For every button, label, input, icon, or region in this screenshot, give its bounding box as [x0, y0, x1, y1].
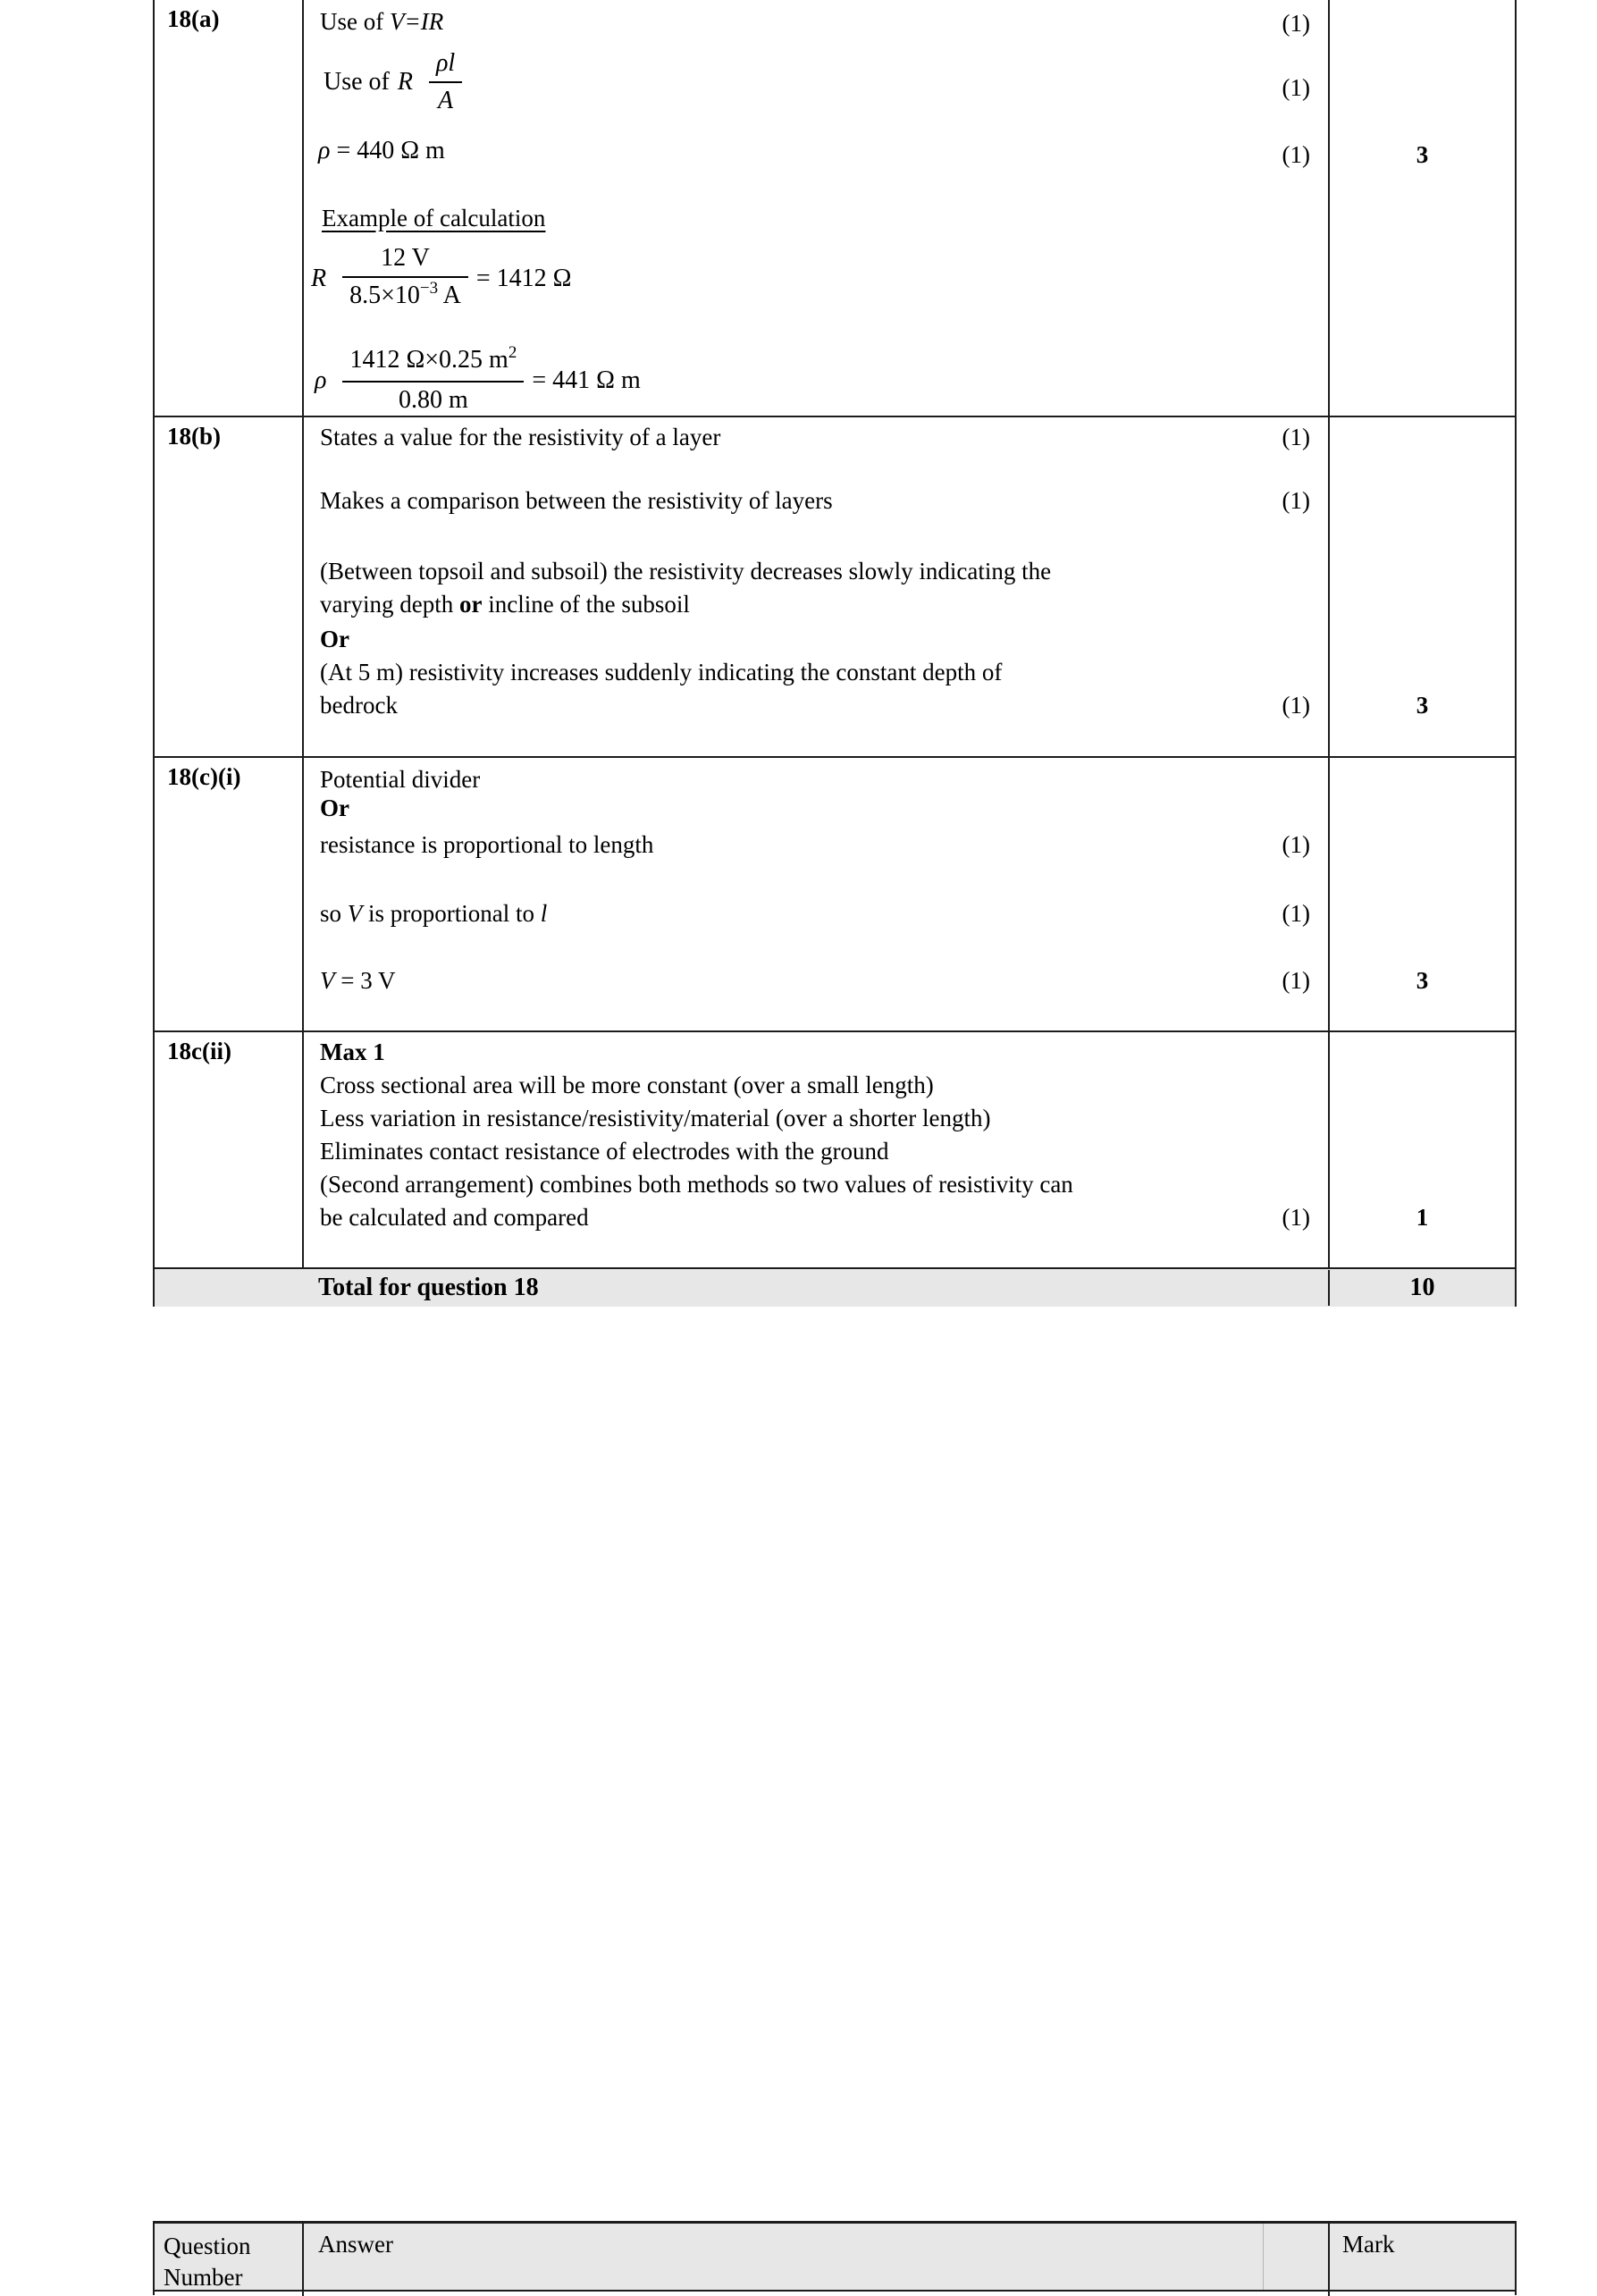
equation-run: V=IR	[389, 8, 444, 35]
fraction-numerator: 12 V	[342, 243, 468, 278]
superscript-exponent: 2	[508, 343, 517, 362]
answer-cell	[304, 0, 1330, 416]
mark-cell	[1330, 1274, 1515, 1302]
header-row	[155, 2224, 1515, 2292]
text-line: (Second arrangement) combines both methods so two values of resistivity can	[320, 1171, 1073, 1198]
marking-point: Makes a comparison between the resistivity of layers	[320, 487, 833, 514]
fraction-numerator	[342, 345, 524, 383]
row-18a	[155, 0, 1515, 416]
mark-point-1: (1)	[1282, 1204, 1310, 1231]
row-mark-total: 3	[1416, 141, 1429, 168]
question-number-cell	[155, 417, 304, 756]
text-line: be calculated and compared	[320, 1204, 589, 1231]
total-label: Total for question 18	[318, 1274, 539, 1301]
header-mark-cell	[1330, 2224, 1515, 2290]
text-run: 1412 Ω×0.25 m	[349, 346, 509, 374]
question-number-cell	[155, 0, 304, 416]
equation-variable: V	[347, 900, 363, 927]
question-number: 18(b)	[167, 423, 221, 450]
answer-cell	[304, 417, 1330, 756]
or-keyword: Or	[320, 626, 349, 652]
equation-result: = 441 Ω m	[532, 366, 641, 394]
question-number: 18(c)(i)	[167, 763, 241, 790]
fraction	[429, 48, 462, 116]
marking-point-list	[320, 1069, 1073, 1234]
next-row-sliver	[155, 2292, 1515, 2296]
header-answer-cell	[304, 2224, 1330, 2290]
example-heading: Example of calculation	[322, 205, 546, 231]
marking-point	[320, 897, 547, 930]
equation-run: = 3 V	[334, 967, 396, 994]
row-18b	[155, 416, 1515, 756]
mark-point-1: (1)	[1282, 424, 1310, 450]
equation-result: = 1412 Ω	[475, 264, 572, 292]
equation-variable: ρ	[315, 366, 327, 394]
text-line: Cross sectional area will be more constant (over a small length)	[320, 1072, 934, 1098]
text-run: Use of	[324, 68, 390, 96]
mark-point-2: (1)	[1282, 900, 1310, 927]
mark-point-3: (1)	[1282, 967, 1310, 994]
text-line	[320, 588, 1051, 621]
text-line: Less variation in resistance/resistivity/material (over a shorter length)	[320, 1105, 991, 1131]
fraction-denominator: 0.80 m	[399, 386, 468, 414]
marking-point: resistance is proportional to length	[320, 831, 654, 858]
row-mark-total: 3	[1416, 967, 1429, 994]
text-line: (Between topsoil and subsoil) the resistivity decreases slowly indicating the	[320, 558, 1052, 585]
question-number-cell	[155, 1032, 304, 1267]
fraction-denominator: A	[438, 87, 454, 114]
mark-point-3: (1)	[1282, 692, 1310, 719]
mark-point-2: (1)	[1282, 487, 1310, 514]
equation-rho-calculation	[315, 345, 641, 416]
sub-column-divider	[1263, 2224, 1264, 2290]
answer-cell	[304, 758, 1330, 1030]
mark-point-2: (1)	[1282, 74, 1310, 101]
mark-cell	[1330, 1032, 1515, 1267]
fraction	[342, 243, 468, 314]
question-number: 18c(ii)	[167, 1038, 231, 1064]
sliver-question-cell	[155, 2292, 304, 2296]
marking-point	[320, 656, 1002, 722]
equation-variable: V	[320, 967, 335, 994]
row-18ci	[155, 756, 1515, 1030]
answer-cell	[304, 1032, 1330, 1267]
text-line: (At 5 m) resistivity increases suddenly indicating the constant depth of	[320, 659, 1003, 685]
text-run: incline of the subsoil	[482, 591, 690, 618]
marking-point	[320, 964, 396, 997]
question-18-table	[153, 0, 1517, 1307]
superscript-exponent: −3	[419, 279, 439, 298]
row-mark-total: 1	[1416, 1204, 1429, 1231]
mark-point-1: (1)	[1282, 10, 1310, 37]
marking-point	[320, 555, 1051, 621]
header-question-number-cell: Question Number	[155, 2224, 304, 2290]
mark-point-1: (1)	[1282, 831, 1310, 858]
fraction-numerator: ρl	[429, 48, 462, 83]
question-number: 18(a)	[167, 5, 220, 32]
equation-run: = 440 Ω m	[336, 137, 445, 164]
sliver-mark-cell	[1330, 2292, 1515, 2296]
mark-cell	[1330, 758, 1515, 1030]
header-mark-label: Mark	[1342, 2231, 1395, 2258]
text-run: varying depth	[320, 591, 459, 618]
text-run: is proportional to	[362, 900, 541, 927]
equation-resistivity-formula	[324, 48, 462, 116]
fraction-denominator	[342, 278, 468, 314]
mark-cell	[1330, 417, 1515, 756]
mark-cell	[1330, 0, 1515, 416]
sliver-answer-cell	[304, 2292, 1330, 2296]
row-18cii	[155, 1030, 1515, 1267]
equation-R-calculation	[311, 243, 571, 314]
equation-variable: l	[540, 900, 548, 927]
question-total-mark: 10	[1409, 1274, 1435, 1301]
total-label-cell	[304, 1270, 1330, 1306]
question-number-cell	[155, 758, 304, 1030]
or-keyword: Or	[320, 795, 349, 821]
header-answer-label: Answer	[318, 2231, 393, 2258]
text-run: Use of	[320, 8, 390, 35]
row-mark-total: 3	[1416, 692, 1429, 719]
marking-point: Potential divider	[320, 766, 481, 793]
marking-point	[320, 5, 443, 38]
next-page-table-header	[153, 2221, 1517, 2295]
marking-point: States a value for the resistivity of a layer	[320, 424, 721, 450]
or-keyword: or	[458, 591, 483, 618]
text-run: 8.5×10	[349, 282, 420, 309]
equation-variable: ρ	[318, 137, 331, 164]
marking-point	[318, 134, 445, 167]
unit-run: A	[438, 282, 461, 309]
text-line: bedrock	[320, 692, 398, 719]
mark-point-3: (1)	[1282, 141, 1310, 168]
text-line: Eliminates contact resistance of electrodes with the ground	[320, 1138, 889, 1165]
fraction	[342, 345, 524, 416]
equation-variable: R	[311, 264, 327, 292]
equation-variable: R	[397, 68, 413, 96]
row-total	[155, 1267, 1515, 1307]
max-1-heading: Max 1	[320, 1039, 385, 1065]
text-run: so	[320, 900, 348, 927]
